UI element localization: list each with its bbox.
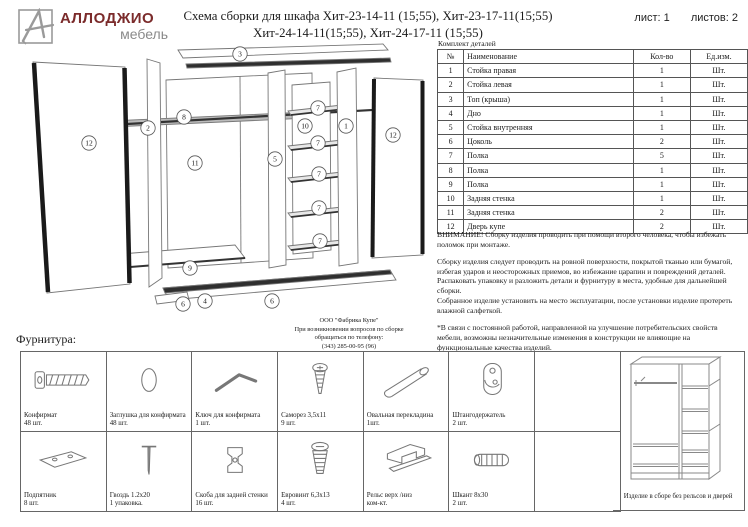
hardware-item-qty: 2 шт. — [452, 500, 468, 508]
hardware-item-name: Подпятник — [24, 491, 57, 499]
table-cell: 9 — [438, 177, 464, 191]
part-callout-label: 12 — [389, 130, 397, 140]
hardware-row — [21, 432, 621, 512]
table-cell: 5 — [633, 149, 690, 163]
table-cell: Шт. — [690, 64, 747, 78]
parts-column-header: Кол-во — [633, 50, 690, 64]
hardware-item-label — [278, 411, 363, 431]
table-cell: Шт. — [690, 120, 747, 134]
factory-contact — [283, 317, 415, 352]
table-cell: Полка — [464, 177, 634, 191]
part-callout-label: 7 — [316, 103, 320, 113]
euro-screw-icon — [278, 436, 363, 484]
hardware-row — [21, 352, 621, 432]
hardware-item-qty: ком-кт. — [366, 500, 388, 508]
hardware-item-screw — [278, 352, 364, 432]
hardware-item-qty: 48 шт. — [24, 420, 43, 428]
part-callout-label: 7 — [317, 169, 321, 179]
oval-rod-icon — [364, 356, 449, 404]
brand-subtitle: мебель — [120, 25, 168, 42]
hardware-item-label — [107, 491, 192, 511]
hardware-item-rod-holder — [449, 352, 535, 432]
sheet-info — [634, 12, 738, 24]
table-cell: 1 — [633, 64, 690, 78]
table-row — [438, 177, 748, 191]
table-row — [438, 106, 748, 120]
table-cell: Шт. — [690, 78, 747, 92]
hardware-item-label — [107, 411, 192, 431]
table-cell: Шт. — [690, 135, 747, 149]
part-callout-label: 2 — [146, 123, 150, 133]
table-cell: Шт. — [690, 206, 747, 220]
table-cell: Шт. — [690, 106, 747, 120]
table-cell: Шт. — [690, 191, 747, 205]
part-callout-label: 6 — [270, 296, 274, 306]
table-cell: 12 — [438, 220, 464, 234]
table-cell: Стойка левая — [464, 78, 634, 92]
table-cell: 5 — [438, 120, 464, 134]
parts-table — [437, 49, 748, 234]
table-cell: Полка — [464, 163, 634, 177]
hardware-table — [20, 351, 621, 512]
hardware-item-name: Шкант 8х30 — [452, 491, 488, 499]
hardware-item-label — [192, 491, 277, 511]
part-callout-label: 10 — [301, 121, 309, 131]
hardware-item-bracket — [192, 432, 278, 512]
table-cell: Задняя стенка — [464, 191, 634, 205]
dowel-icon — [449, 436, 534, 484]
confirmat-icon — [21, 356, 106, 404]
hardware-item-name: Саморез 3,5х11 — [281, 411, 327, 419]
sheet-number: лист: 1 — [634, 12, 670, 24]
table-cell: 1 — [633, 106, 690, 120]
part-callout-label: 7 — [316, 138, 320, 148]
hardware-item-name: Ключ для конфирмата — [195, 411, 261, 419]
table-row — [438, 92, 748, 106]
parts-table-header — [438, 50, 748, 64]
parts-column-header: Наименование — [464, 50, 634, 64]
hardware-item-qty: 48 шт. — [109, 420, 128, 428]
table-row — [438, 206, 748, 220]
hardware-item-qty: 16 шт. — [195, 500, 214, 508]
part-callout-label: 1 — [344, 121, 348, 131]
hardware-item-qty: 1 упаковка. — [109, 500, 143, 508]
table-cell: 7 — [438, 149, 464, 163]
rod-holder-icon — [449, 356, 534, 404]
table-row — [438, 64, 748, 78]
part-callout-label: 12 — [85, 138, 93, 148]
table-cell: 6 — [438, 135, 464, 149]
hardware-item-oval-rod — [363, 352, 449, 432]
hardware-item-name: Евровинт 6,3х13 — [281, 491, 330, 499]
hardware-item-name: Рельс верх /низ — [366, 491, 412, 499]
hardware-item-name: Заглушка для конфирмата — [109, 411, 186, 419]
hardware-item-qty: 8 шт. — [24, 500, 39, 508]
hardware-item-nail — [106, 432, 192, 512]
part-callout-label: 8 — [182, 112, 186, 122]
note-paragraph-1: Сборку изделия следует проводить на ровной поверхности, покрытой тканью или бумагой, избегая ударов и неосторожных приемов, во избежание царапин и повреждений деталей. — [437, 256, 733, 276]
hardware-item-label — [278, 491, 363, 511]
table-cell: 1 — [633, 120, 690, 134]
hardware-item-name: Конфирмат — [24, 411, 58, 419]
table-row — [438, 191, 748, 205]
table-cell: Шт. — [690, 220, 747, 234]
page-title — [178, 8, 558, 41]
hardware-item-cap — [106, 352, 192, 432]
nail-icon — [107, 436, 192, 484]
bracket-icon — [192, 436, 277, 484]
hardware-item-euro-screw — [278, 432, 364, 512]
parts-table-body — [438, 64, 748, 234]
table-row — [438, 163, 748, 177]
table-row — [438, 135, 748, 149]
part-callout-label: 4 — [203, 296, 207, 306]
exploded-view-diagram — [12, 38, 432, 320]
part-callout-label: 3 — [238, 49, 242, 59]
part-callout-label: 9 — [188, 263, 192, 273]
part-callout-label: 5 — [273, 154, 277, 164]
table-cell: 2 — [633, 206, 690, 220]
hardware-empty-cell — [535, 352, 621, 432]
brand-name: АЛЛОДЖИО — [60, 10, 155, 27]
table-cell: Шт. — [690, 149, 747, 163]
sheets-total: листов: 2 — [690, 12, 738, 24]
table-cell: Шт. — [690, 163, 747, 177]
factory-name: ООО "Фабрика Купе" — [319, 317, 379, 324]
table-cell: Дверь купе — [464, 220, 634, 234]
note-paragraph-4: *В связи с постоянной работой, направленной на улучшение потребительских свойств мебели, возможны незначительные изменения в конструкции не влияющие на функциональные качества изделий. — [437, 322, 718, 352]
rail-icon — [364, 436, 449, 484]
hardware-item-rail — [363, 432, 449, 512]
table-cell: 2 — [633, 135, 690, 149]
table-cell: 1 — [438, 64, 464, 78]
table-cell: 3 — [438, 92, 464, 106]
title-line-1: Схема сборки для шкафа Хит-23-14-11 (15;55), Хит-23-17-11(15;55) — [183, 9, 553, 23]
hardware-item-dowel — [449, 432, 535, 512]
hardware-item-label — [364, 491, 449, 511]
assembled-caption: Изделие в сборе без рельсов и дверей — [623, 493, 733, 500]
note-paragraph-3: Собранное изделие установить на место эксплуатации, после установки изделие протереть влажной салфеткой. — [437, 296, 733, 316]
table-cell: Шт. — [690, 92, 747, 106]
screw-icon — [278, 356, 363, 404]
hardware-empty-cell — [535, 432, 621, 512]
table-cell: Топ (крыша) — [464, 92, 634, 106]
table-cell: 11 — [438, 206, 464, 220]
table-cell: Стойка внутренняя — [464, 120, 634, 134]
table-cell: Задняя стенка — [464, 206, 634, 220]
hardware-section-title: Фурнитура: — [16, 332, 77, 346]
assembly-notes — [437, 230, 740, 359]
cap-icon — [107, 356, 192, 404]
table-cell: Полка — [464, 149, 634, 163]
hardware-item-label — [21, 411, 106, 431]
parts-table-caption: Комплект деталей — [438, 39, 496, 48]
hardware-item-qty: 4 шт. — [281, 500, 296, 508]
hardware-item-confirmat — [21, 352, 107, 432]
table-cell: Шт. — [690, 177, 747, 191]
hardware-item-footpad — [21, 432, 107, 512]
brand-block — [60, 11, 178, 41]
assembled-product-cell — [613, 351, 745, 511]
factory-phone: (343) 285-00-95 (96) — [321, 342, 377, 350]
hardware-item-label — [21, 491, 106, 511]
table-cell: 4 — [438, 106, 464, 120]
hardware-item-label — [364, 411, 449, 431]
table-cell: 1 — [633, 92, 690, 106]
hardware-item-label — [192, 411, 277, 431]
hex-key-icon — [192, 356, 277, 404]
table-cell: 1 — [633, 163, 690, 177]
hardware-item-qty: 1шт. — [366, 420, 380, 428]
hardware-item-name: Штангодержатель — [452, 411, 506, 419]
assembled-wardrobe-icon — [617, 352, 739, 487]
table-cell: 10 — [438, 191, 464, 205]
table-cell: 2 — [438, 78, 464, 92]
table-cell: 1 — [633, 177, 690, 191]
note-paragraph-2: Распаковать упаковку и разложить детали и фурнитуру в места, удобные для дальнейшей сборки. — [437, 276, 727, 296]
hardware-item-label — [449, 491, 534, 511]
parts-column-header: № — [438, 50, 464, 64]
table-cell: 8 — [438, 163, 464, 177]
part-callout-label: 11 — [191, 158, 199, 168]
table-cell: Стойка правая — [464, 64, 634, 78]
part-callout-label: 6 — [181, 299, 185, 309]
part-callout-label: 7 — [317, 203, 321, 213]
table-row — [438, 149, 748, 163]
table-cell: Дно — [464, 106, 634, 120]
table-cell: 1 — [633, 78, 690, 92]
factory-note-1: При возникновении вопросов по сборке — [294, 325, 404, 333]
part-callout-label: 7 — [318, 236, 322, 246]
hardware-item-label — [449, 411, 534, 431]
hardware-item-name: Скоба для задней стенки — [195, 491, 268, 499]
title-line-2: Хит-24-14-11(15;55), Хит-24-17-11 (15;55) — [253, 25, 483, 40]
hardware-item-hex-key — [192, 352, 278, 432]
table-cell: 2 — [633, 220, 690, 234]
table-row — [438, 120, 748, 134]
parts-column-header: Ед.изм. — [690, 50, 747, 64]
factory-note-2: обращаться по телефону: — [314, 334, 384, 342]
hardware-item-name: Овальная перекладина — [366, 411, 434, 419]
footpad-icon — [21, 436, 106, 484]
warning-text: ВНИМАНИЕ! Сборку изделия проводить при помощи второго человека, чтобы избежать поломок при монтаже. — [437, 230, 727, 249]
table-cell: Цоколь — [464, 135, 634, 149]
table-cell: 1 — [633, 191, 690, 205]
hardware-item-qty: 9 шт. — [281, 420, 296, 428]
table-row — [438, 78, 748, 92]
hardware-item-name: Гвоздь 1.2х20 — [109, 491, 150, 499]
hardware-item-qty: 1 шт. — [195, 420, 211, 428]
hardware-item-qty: 2 шт. — [452, 420, 468, 428]
